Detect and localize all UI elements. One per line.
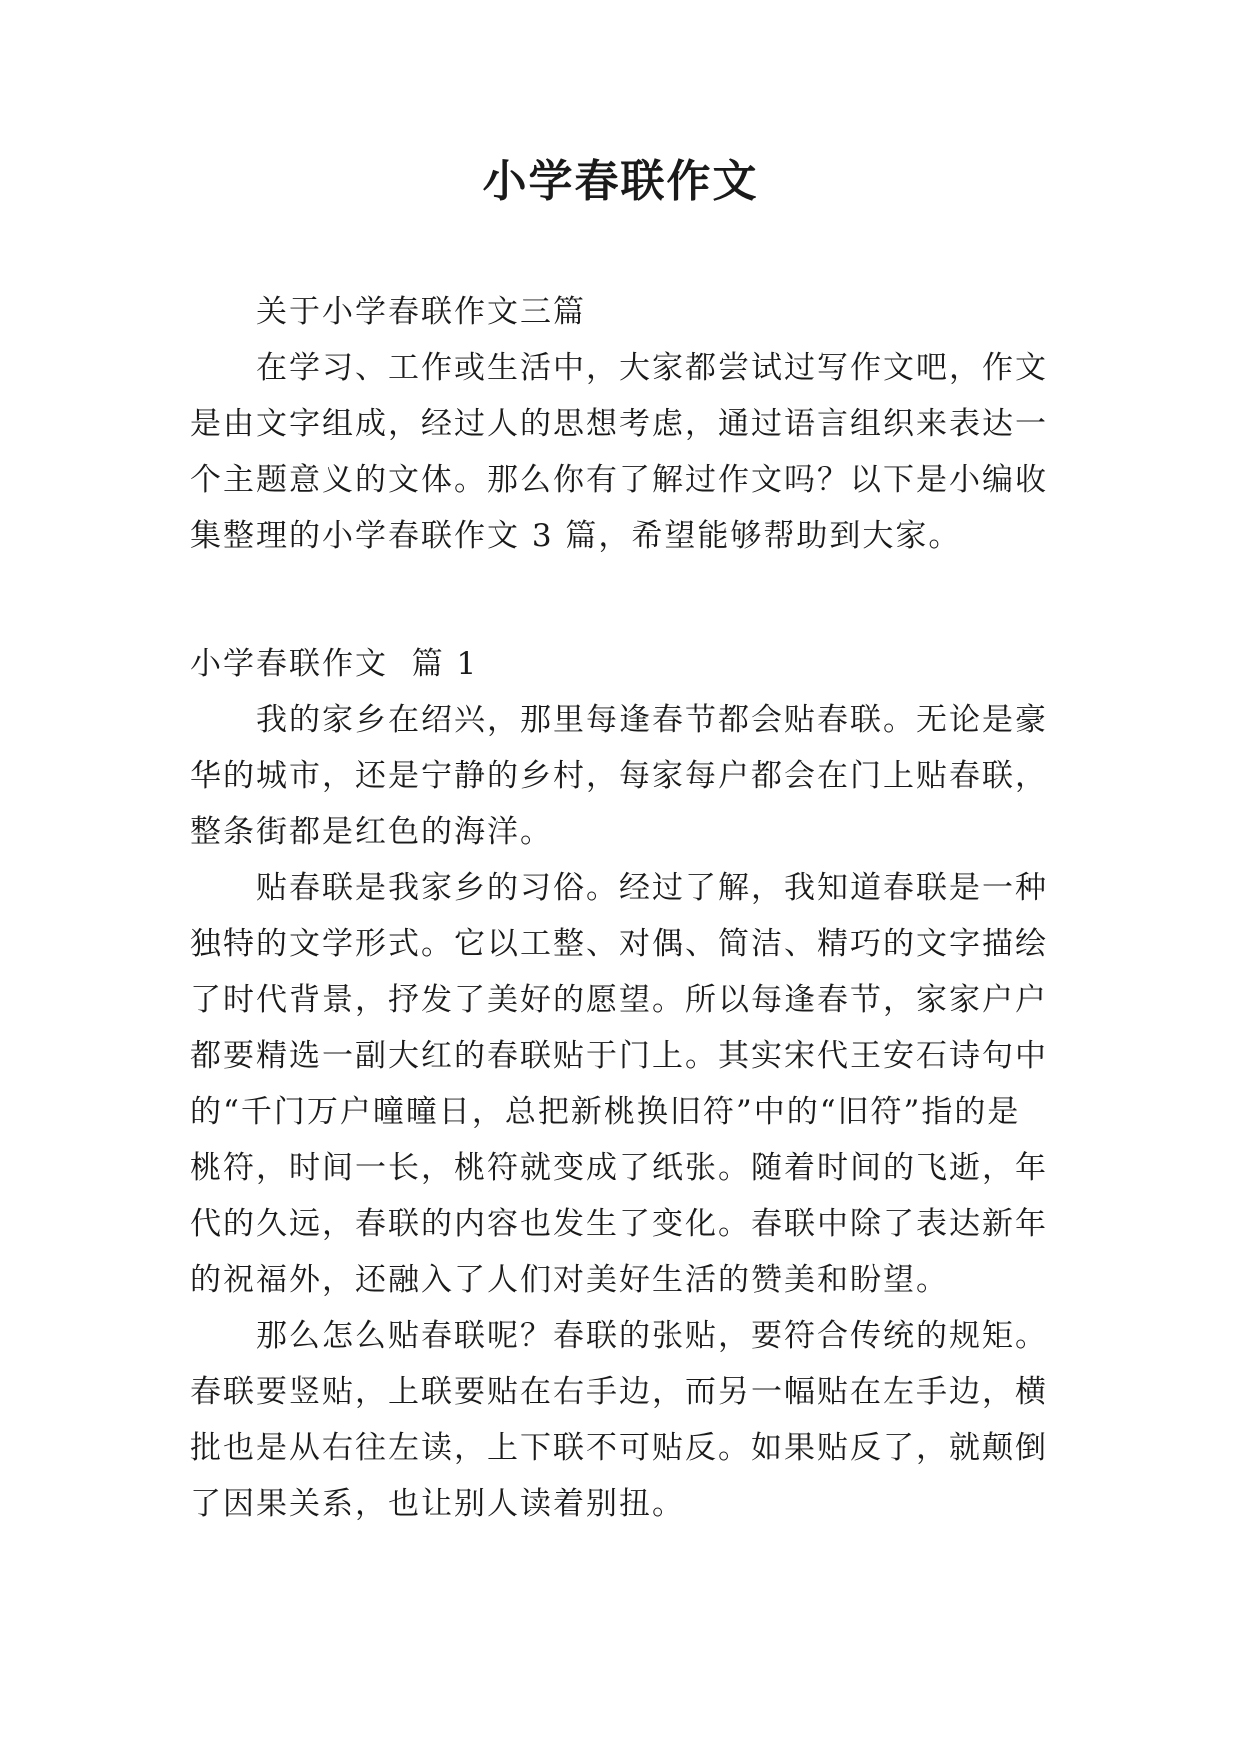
intro-paragraph: 在学习、工作或生活中，大家都尝试过写作文吧，作文是由文字组成，经过人的思想考虑，通过语言组织来表达一个主题意义的文体。那么你有了解过作文吗？以下是小编收集整理的小学春联作文 3 篇，希望能够帮助到大家。 — [190, 350, 1048, 554]
article-1-section — [190, 636, 1050, 1532]
intro-section — [190, 284, 1050, 564]
document-title: 小学春联作文 — [482, 156, 759, 207]
article-1-paragraph-2: 贴春联是我家乡的习俗。经过了解，我知道春联是一种独特的文学形式。它以工整、对偶、简洁、精巧的文字描绘了时代背景，抒发了美好的愿望。所以每逢春节，家家户户都要精选一副大红的春联贴于门上。其实宋代王安石诗句中的“千门万户曈曈日，总把新桃换旧符”中的“旧符”指的是桃符，时间一长，桃符就变成了纸张。随着时间的飞逝，年代的久远，春联的内容也发生了变化。春联中除了表达新年的祝福外，还融入了人们对美好生活的赞美和盼望。 — [190, 870, 1048, 1298]
intro-subtitle: 关于小学春联作文三篇 — [256, 294, 586, 330]
article-1-paragraph-3: 那么怎么贴春联呢？春联的张贴，要符合传统的规矩。春联要竖贴，上联要贴在右手边，而另一幅贴在左手边，横批也是从右往左读，上下联不可贴反。如果贴反了，就颠倒了因果关系，也让别人读着别扭。 — [190, 1318, 1048, 1522]
article-1-heading: 小学春联作文 篇 1 — [190, 646, 479, 682]
article-1-paragraph-1: 我的家乡在绍兴，那里每逢春节都会贴春联。无论是豪华的城市，还是宁静的乡村，每家每户都会在门上贴春联，整条街都是红色的海洋。 — [190, 702, 1048, 850]
